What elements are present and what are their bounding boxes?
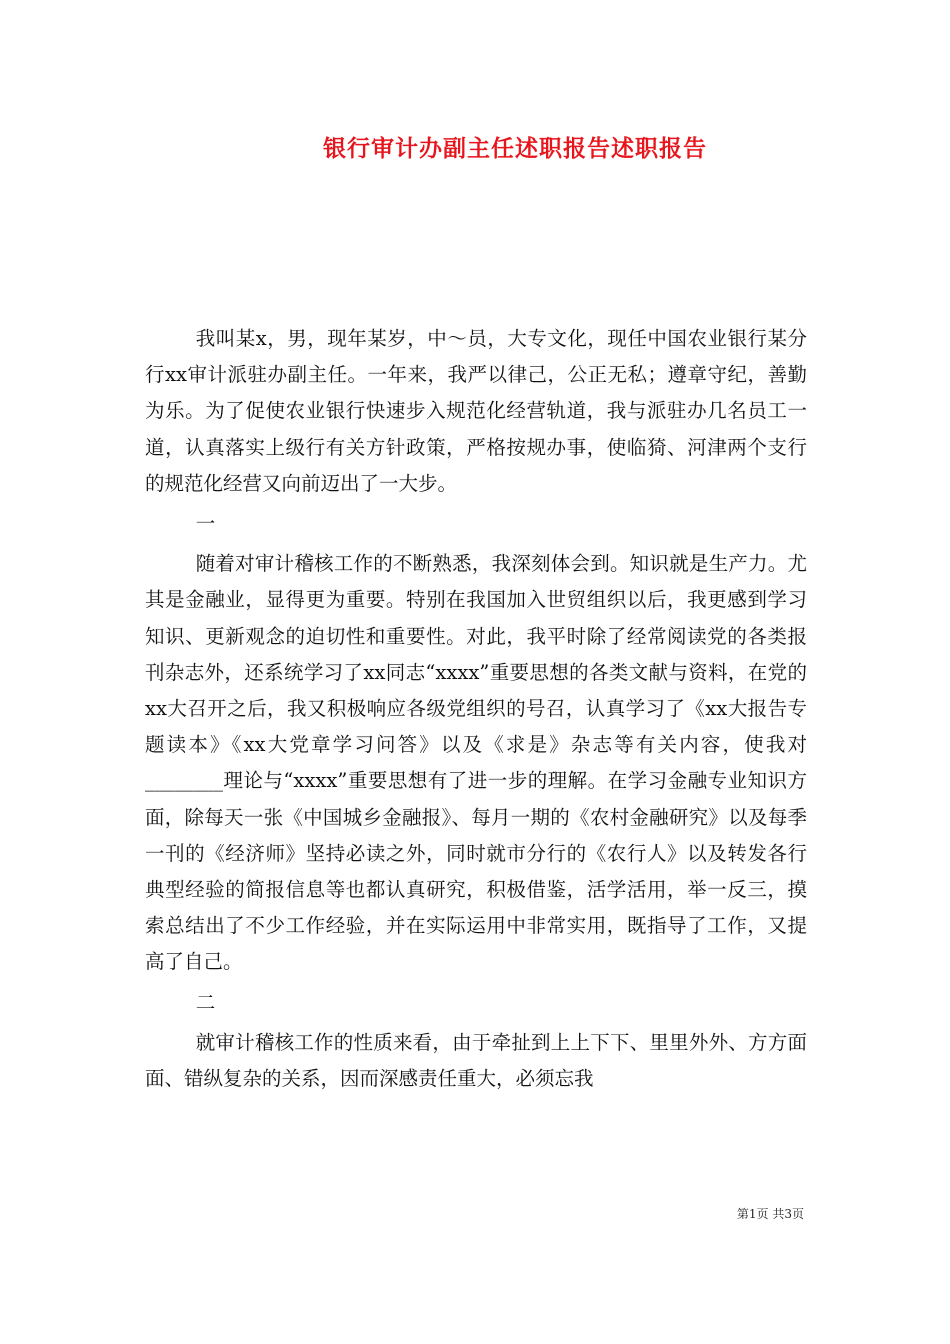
paragraph-intro: 我叫某x，男，现年某岁，中～员，大专文化，现任中国农业银行某分行xx审计派驻办副主任。一年来，我严以律己，公正无私；遵章守纪，善勤为乐。为了促使农业银行快速步入规范化经营轨道，我与派驻办几名员工一道，认真落实上级行有关方针政策，严格按规办事，使临猗、河津两个支行的规范化经营又向前迈出了一大步。 — [145, 327, 807, 495]
document-body — [145, 321, 807, 1097]
paragraph-study: 随着对审计稽核工作的不断熟悉，我深刻体会到。知识就是生产力。尤其是金融业，显得更为重要。特别在我国加入世贸组织以后，我更感到学习知识、更新观念的迫切性和重要性。对此，我平时除了经常阅读党的各类报刊杂志外，还系统学习了xx同志“xxxx”重要思想的各类文献与资料，在党的xx大召开之后，我又积极响应各级党组织的号召，认真学习了《xx大报告专题读本》《xx大党章学习问答》以及《求是》杂志等有关内容，使我对________理论与“xxxx”重要思想有了进一步的理解。在学习金融专业知识方面，除每天一张《中国城乡金融报》、每月一期的《农村金融研究》以及每季一刊的《经济师》坚持必读之外，同时就市分行的《农行人》以及转发各行典型经验的简报信息等也都认真研究，积极借鉴，活学活用，举一反三，摸索总结出了不少工作经验，并在实际运用中非常实用，既指导了工作，又提高了自己。 — [145, 552, 807, 974]
section-heading-2: 二 — [195, 990, 216, 1014]
section-heading-1: 一 — [195, 512, 216, 536]
document-title: 银行审计办副主任述职报告述职报告 — [323, 135, 707, 162]
paragraph-audit-work: 就审计稽核工作的性质来看，由于牵扯到上上下下、里里外外、方方面面、错纵复杂的关系，因而深感责任重大，必须忘我 — [145, 1030, 807, 1091]
page-number: 第1页 共3页 — [736, 1207, 804, 1221]
